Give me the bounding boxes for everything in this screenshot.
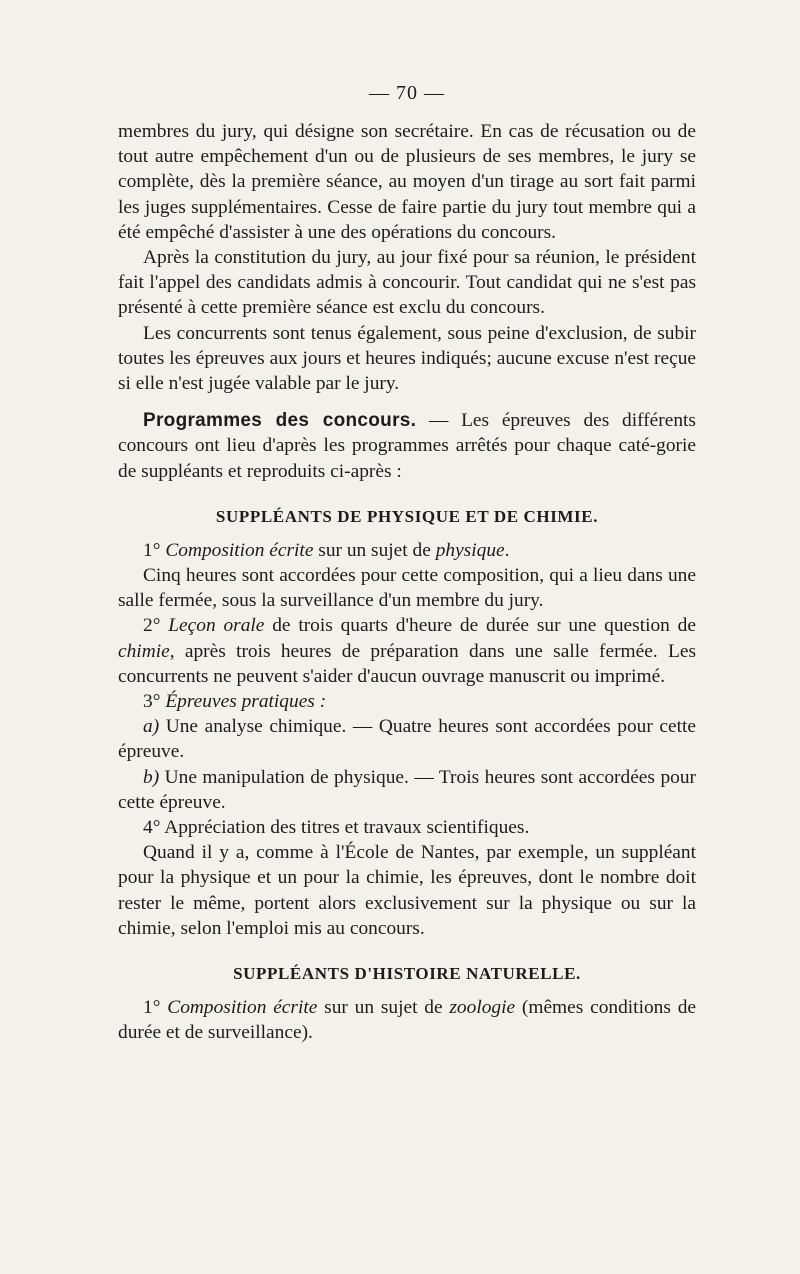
item-1-number: 1° — [143, 539, 161, 561]
paragraph-programmes — [118, 408, 696, 484]
hn-item-1-label: Composition écrite — [167, 997, 318, 1019]
hn-item-1-number: 1° — [143, 997, 161, 1019]
item-3a-letter: a) — [143, 716, 160, 738]
item-2-number: 2° — [143, 615, 161, 637]
item-3b — [118, 765, 696, 815]
paragraph-jury-constitution: Après la constitution du jury, au jour fixé pour sa réunion, le président fait l'appel des candidats admis à concourir. Tout candidat qui ne s'est pas présenté à cette première séance est exclu du concours. — [118, 247, 696, 319]
hn-item-1-end: (mêmes conditions de durée et de surveillance). — [118, 997, 696, 1044]
item-1-composition — [118, 538, 696, 563]
item-3-label: Épreuves pratiques : — [165, 691, 327, 713]
page-number: — 70 — — [369, 82, 445, 104]
item-2-label: Leçon orale — [168, 615, 265, 637]
item-2-mid: de trois quarts d'heure de durée sur une question de — [264, 615, 696, 637]
section-heading-histoire-naturelle: SUPPLÉANTS D'HISTOIRE NATURELLE. — [233, 964, 581, 984]
item-3a-text: Une analyse chimique. — Quatre heures sont accordées pour cette épreuve. — [118, 716, 696, 763]
item-3-number: 3° — [143, 691, 161, 713]
paragraph-jury-composition: membres du jury, qui désigne son secrétaire. En cas de récusation ou de tout autre empêchement d'un ou de plusieurs de ses membres, le jury se complète, dès la première séance, au moyen d'un tirage au sort fait parmi les juges supplémentaires. Cesse de faire partie du jury tout membre qui a été empêché d'assister à une des opérations du concours. — [118, 121, 696, 243]
item-3b-letter: b) — [143, 766, 160, 788]
item-2-subject: chimie — [118, 640, 170, 662]
item-2-end: , après trois heures de préparation dans une salle fermée. Les concurrents ne peuvent s'aider d'aucun ouvrage manuscrit ou imprimé. — [118, 640, 696, 687]
item-1-subject: physique — [435, 539, 505, 561]
hn-item-1-mid: sur un sujet de — [317, 997, 450, 1019]
hn-item-1-composition — [118, 995, 696, 1045]
paragraph-nantes-note: Quand il y a, comme à l'École de Nantes, par exemple, un suppléant pour la physique et un pour la chimie, les épreuves, dont le nombre doit rester le même, portent alors exclusivement sur la physique ou sur la chimie, selon l'emploi mis au concours. — [118, 842, 696, 939]
item-4-appreciation: 4° Appréciation des titres et travaux scientifiques. — [143, 817, 530, 839]
item-3b-text: Une manipulation de physique. — Trois heures sont accordées pour cette épreuve. — [118, 766, 696, 813]
item-1-mid: sur un sujet de — [313, 539, 436, 561]
item-1-label: Composition écrite — [165, 539, 314, 561]
item-1-end: . — [504, 539, 510, 561]
programmes-title: Programmes des concours. — [143, 410, 417, 432]
hn-item-1-subject: zoologie — [449, 997, 516, 1019]
item-3a — [118, 714, 696, 764]
item-1-details: Cinq heures sont accordées pour cette composition, qui a lieu dans une salle fermée, sous la surveillance d'un membre du jury. — [118, 565, 696, 612]
section-heading-physique-chimie: SUPPLÉANTS DE PHYSIQUE ET DE CHIMIE. — [215, 506, 599, 526]
paragraph-exclusion: Les concurrents sont tenus également, sous peine d'exclusion, de subir toutes les épreuves aux jours et heures indiqués; aucune excuse n'est reçue si elle n'est jugée valable par le jury. — [118, 322, 696, 395]
item-3-epreuves — [118, 689, 696, 714]
programmes-text: — Les épreuves des différents concours ont lieu d'après les programmes arrêtés pour chaque caté-gorie de suppléants et reproduits ci-après : — [118, 410, 696, 482]
item-2-lecon — [118, 613, 696, 689]
